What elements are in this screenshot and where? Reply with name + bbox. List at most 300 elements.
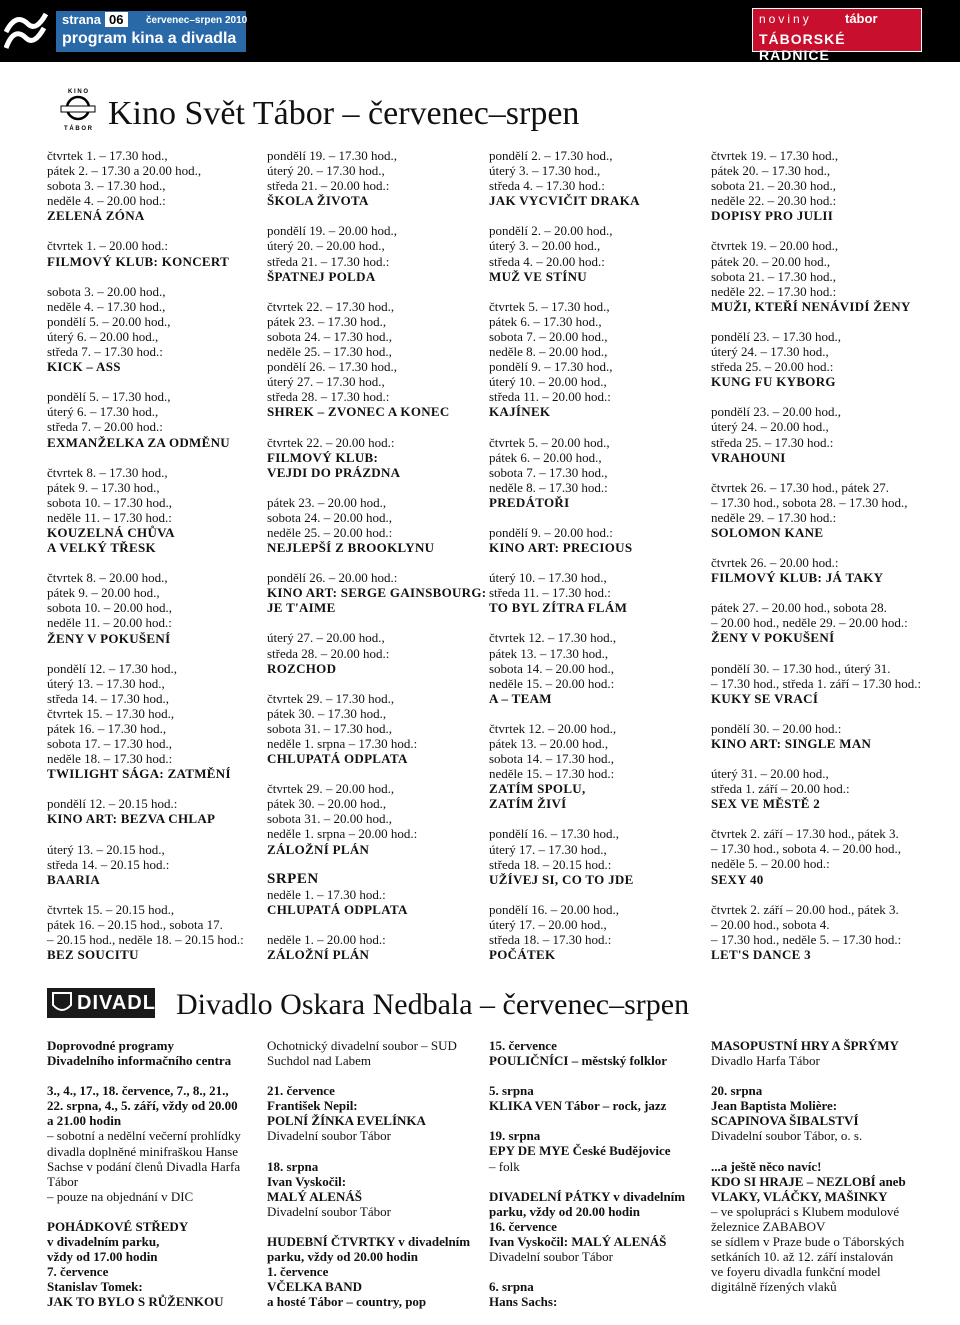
- divadlo-column-3: [489, 1038, 694, 1324]
- theatre-line: digitálně řízených vlaků: [711, 1279, 837, 1295]
- screening-time: úterý 24. – 17.30 hod.,: [711, 344, 829, 360]
- film-title: ZELENÁ ZÓNA: [47, 208, 145, 224]
- screening-time: sobota 10. – 20.00 hod.,: [47, 600, 172, 616]
- screening-time: úterý 27. – 17.30 hod.,: [267, 374, 385, 390]
- screening-time: pátek 13. – 17.30 hod.,: [489, 645, 609, 661]
- film-title: PREDÁTOŘI: [489, 494, 570, 510]
- screening-time: středa 7. – 20.00 hod.:: [47, 419, 163, 435]
- film-title: MUŽI, KTEŘÍ NENÁVIDÍ ŽENY: [711, 298, 911, 314]
- screening-block: [489, 525, 694, 555]
- theatre-line: Suchdol nad Labem: [267, 1053, 371, 1069]
- theatre-line: 20. srpna: [711, 1083, 763, 1099]
- screening-block: [489, 630, 694, 705]
- kino-logo-icon: [55, 86, 101, 132]
- film-title: KUKY SE VRACÍ: [711, 690, 819, 706]
- theatre-line: a 21.00 hodin: [47, 1113, 122, 1129]
- theatre-line: divadla doplněné minifraškou Hanse: [47, 1143, 238, 1159]
- film-title: ZATÍM SPOLU,: [489, 781, 586, 797]
- screening-block: [711, 329, 916, 389]
- screening-time: čtvrtek 29. – 20.00 hod.,: [267, 781, 395, 797]
- screening-time: pátek 6. – 20.00 hod.,: [489, 449, 602, 465]
- film-title: ZÁLOŽNÍ PLÁN: [267, 947, 370, 963]
- screening-block: [267, 570, 487, 616]
- screening-time: pondělí 16. – 20.00 hod.,: [489, 901, 619, 917]
- screening-block: [47, 796, 252, 826]
- theatre-line: 19. srpna: [489, 1128, 541, 1144]
- theatre-line: – ve spolupráci s Klubem modulové: [711, 1203, 900, 1219]
- screening-block: [711, 480, 916, 540]
- screening-time: neděle 1. srpna – 20.00 hod.:: [267, 826, 418, 842]
- theatre-block: [489, 1083, 694, 1113]
- theatre-line: Divadelní soubor Tábor: [489, 1249, 613, 1265]
- theatre-line: setkáních 10. až 12. září instalován: [711, 1249, 894, 1265]
- film-title: A VELKÝ TŘESK: [47, 540, 156, 556]
- film-title: FILMOVÝ KLUB: JÁ TAKY: [711, 570, 884, 586]
- screening-block: [267, 435, 472, 480]
- film-title: KINO ART: SINGLE MAN: [711, 735, 872, 751]
- theatre-line: parku, vždy od 20.00 hodin: [489, 1203, 640, 1219]
- theatre-block: [489, 1189, 694, 1264]
- film-title: SEXY 40: [711, 871, 764, 887]
- screening-time: úterý 20. – 17.30 hod.,: [267, 163, 385, 179]
- kino-column-4: [711, 148, 922, 977]
- film-title: VRAHOUNI: [711, 449, 786, 465]
- screening-time: pondělí 19. – 20.00 hod.,: [267, 223, 397, 239]
- film-title: ZÁLOŽNÍ PLÁN: [267, 841, 370, 857]
- film-title: KINO ART: BEZVA CHLAP: [47, 811, 216, 827]
- theatre-block: [711, 1038, 916, 1068]
- screening-time: pátek 20. – 20.00 hod.,: [711, 253, 831, 269]
- screening-time: – 20.00 hod., neděle 29. – 20.00 hod.:: [711, 615, 908, 631]
- theatre-line: MALÝ ALENÁŠ: [267, 1188, 362, 1204]
- film-title: POČÁTEK: [489, 947, 556, 963]
- screening-time: pondělí 23. – 17.30 hod.,: [711, 328, 841, 344]
- screening-time: neděle 5. – 20.00 hod.:: [711, 856, 830, 872]
- screening-time: čtvrtek 8. – 17.30 hod.,: [47, 464, 168, 480]
- theatre-block: [711, 1159, 916, 1295]
- screening-time: sobota 14. – 17.30 hod.,: [489, 751, 614, 767]
- screening-time: – 20.15 hod., neděle 18. – 20.15 hod.:: [47, 932, 244, 948]
- film-title: JAK VYCVIČIT DRAKA: [489, 193, 640, 209]
- screening-time: úterý 6. – 17.30 hod.,: [47, 404, 159, 420]
- logo-noviny: noviny: [759, 12, 812, 26]
- section-title: program kina a divadla: [62, 30, 237, 47]
- screening-block: [267, 872, 472, 917]
- theatre-line: 1. července: [267, 1264, 329, 1280]
- film-title: A – TEAM: [489, 690, 552, 706]
- theatre-line: Ochotnický divadelní soubor – SUD: [267, 1038, 457, 1053]
- film-title: SOLOMON KANE: [711, 524, 824, 540]
- screening-time: čtvrtek 5. – 20.00 hod.,: [489, 434, 610, 450]
- screening-time: sobota 24. – 17.30 hod.,: [267, 328, 392, 344]
- screening-time: – 17.30 hod., sobota 28. – 17.30 hod.,: [711, 494, 908, 510]
- screening-time: úterý 10. – 17.30 hod.,: [489, 570, 607, 586]
- screening-time: čtvrtek 22. – 20.00 hod.:: [267, 434, 395, 450]
- kino-column-3: [489, 148, 694, 977]
- screening-time: čtvrtek 19. – 20.00 hod.,: [711, 238, 839, 254]
- screening-time: pátek 2. – 17.30 a 20.00 hod.,: [47, 163, 202, 179]
- screening-time: středa 25. – 20.00 hod.:: [711, 359, 834, 375]
- screening-time: úterý 3. – 20.00 hod.,: [489, 238, 601, 254]
- screening-block: [47, 284, 252, 375]
- screening-block: [711, 238, 916, 313]
- theatre-block: [267, 1083, 472, 1143]
- screening-time: neděle 15. – 17.30 hod.:: [489, 766, 615, 782]
- screening-time: neděle 4. – 20.00 hod.:: [47, 193, 166, 209]
- screening-time: úterý 24. – 20.00 hod.,: [711, 419, 829, 435]
- screening-block: [489, 902, 694, 962]
- screening-time: pátek 23. – 20.00 hod.,: [267, 494, 387, 510]
- film-title: KINO ART: PRECIOUS: [489, 540, 633, 556]
- screening-block: [47, 465, 252, 556]
- theatre-line: KDO SI HRAJE – NEZLOBÍ aneb: [711, 1173, 906, 1189]
- screening-time: čtvrtek 12. – 20.00 hod.,: [489, 720, 617, 736]
- screening-time: úterý 3. – 17.30 hod.,: [489, 163, 601, 179]
- theatre-line: ve foyeru divadla funkční model: [711, 1264, 881, 1280]
- theatre-line: parku, vždy od 20.00 hodin: [267, 1249, 418, 1265]
- screening-time: úterý 6. – 20.00 hod.,: [47, 328, 159, 344]
- theatre-block: [711, 1083, 916, 1143]
- screening-block: [267, 630, 472, 675]
- theatre-block: [47, 1038, 252, 1068]
- theatre-line: 21. července: [267, 1083, 335, 1099]
- screening-block: [267, 691, 472, 766]
- screening-block: [711, 600, 916, 645]
- screening-block: [489, 570, 694, 615]
- theatre-line: 3., 4., 17., 18. července, 7., 8., 21.,: [47, 1083, 229, 1099]
- screening-block: [47, 389, 252, 449]
- screening-time: neděle 4. – 17.30 hod.,: [47, 298, 166, 314]
- screening-block: [267, 932, 472, 962]
- theatre-line: se sídlem v Praze bude o Táborských: [711, 1234, 905, 1250]
- screening-time: pondělí 23. – 20.00 hod.,: [711, 404, 841, 420]
- screening-time: čtvrtek 22. – 17.30 hod.,: [267, 298, 395, 314]
- screening-time: sobota 3. – 17.30 hod.,: [47, 178, 166, 194]
- film-title: ZATÍM ŽIVÍ: [489, 796, 567, 812]
- screening-time: sobota 31. – 17.30 hod.,: [267, 720, 392, 736]
- film-title: FILMOVÝ KLUB:: [267, 449, 379, 465]
- screening-time: pondělí 26. – 17.30 hod.,: [267, 359, 397, 375]
- film-title: SEX VE MĚSTĚ 2: [711, 796, 821, 812]
- screening-time: středa 28. – 17.30 hod.:: [267, 389, 390, 405]
- screening-time: středa 4. – 17.30 hod.:: [489, 178, 605, 194]
- strana-label: strana: [62, 12, 102, 27]
- logo-radnice: TÁBORSKÉ RADNICE: [759, 31, 846, 63]
- month-heading: SRPEN: [267, 870, 319, 887]
- theatre-line: 7. července: [47, 1264, 109, 1280]
- film-title: MUŽ VE STÍNU: [489, 268, 587, 284]
- screening-time: pátek 30. – 17.30 hod.,: [267, 705, 387, 721]
- kino-logo-top: K I N O: [67, 89, 89, 95]
- film-title: KOUZELNÁ CHŮVA: [47, 524, 175, 540]
- theatre-line: Hans Sachs:: [489, 1294, 558, 1310]
- screening-time: středa 21. – 17.30 hod.:: [267, 253, 390, 269]
- screening-time: pondělí 30. – 20.00 hod.:: [711, 720, 842, 736]
- header-bar: [0, 0, 960, 62]
- theatre-line: VLAKY, VLÁČKY, MAŠINKY: [711, 1188, 888, 1204]
- screening-time: pátek 16. – 20.15 hod., sobota 17.: [47, 916, 223, 932]
- screening-time: sobota 14. – 20.00 hod.,: [489, 660, 614, 676]
- screening-block: [711, 660, 922, 706]
- screening-time: pátek 9. – 20.00 hod.,: [47, 585, 160, 601]
- screening-time: pátek 23. – 17.30 hod.,: [267, 313, 387, 329]
- screening-block: [711, 826, 916, 886]
- film-title: VEJDI DO PRÁZDNA: [267, 464, 401, 480]
- film-title: ŠKOLA ŽIVOTA: [267, 193, 369, 209]
- kino-title: Kino Svět Tábor – červenec–srpen: [108, 95, 580, 132]
- screening-time: neděle 11. – 17.30 hod.:: [47, 509, 172, 525]
- screening-time: čtvrtek 1. – 17.30 hod.,: [47, 148, 168, 163]
- film-title: LET'S DANCE 3: [711, 946, 811, 962]
- film-title: UŽÍVEJ SI, CO TO JDE: [489, 871, 634, 887]
- screening-block: [489, 148, 694, 208]
- theatre-line: František Nepil:: [267, 1098, 358, 1114]
- screening-time: pátek 27. – 20.00 hod., sobota 28.: [711, 600, 887, 616]
- film-title: CHLUPATÁ ODPLATA: [267, 901, 408, 917]
- screening-time: pondělí 16. – 17.30 hod.,: [489, 826, 619, 842]
- divadlo-title: Divadlo Oskara Nedbala – červenec–srpen: [176, 988, 690, 1021]
- screening-time: pondělí 2. – 17.30 hod.,: [489, 148, 613, 163]
- screening-time: středa 28. – 20.00 hod.:: [267, 645, 390, 661]
- screening-time: pondělí 30. – 17.30 hod., úterý 31.: [711, 660, 891, 676]
- theatre-line: železnice ZABABOV: [711, 1218, 826, 1234]
- screening-time: středa 11. – 17.30 hod.:: [489, 585, 611, 601]
- screening-block: [711, 404, 916, 464]
- screening-block: [267, 781, 472, 856]
- screening-block: [489, 435, 694, 510]
- screening-block: [711, 766, 916, 811]
- film-title: BEZ SOUCITU: [47, 947, 139, 963]
- theatre-line: 18. srpna: [267, 1158, 319, 1174]
- screening-time: středa 14. – 17.30 hod.,: [47, 690, 170, 706]
- screening-time: pátek 30. – 20.00 hod.,: [267, 796, 387, 812]
- film-title: FILMOVÝ KLUB: KONCERT: [47, 253, 230, 269]
- screening-time: sobota 7. – 20.00 hod.,: [489, 328, 608, 344]
- screening-block: [711, 555, 916, 585]
- theatre-line: – sobotní a nedělní večerní prohlídky: [47, 1128, 241, 1144]
- theatre-line: SCAPINOVA ŠIBALSTVÍ: [711, 1113, 859, 1129]
- divadlo-column-1: [47, 1038, 252, 1325]
- screening-time: pondělí 12. – 17.30 hod.,: [47, 660, 177, 676]
- film-title: DOPISY PRO JULII: [711, 208, 834, 224]
- film-title: ŽENY V POKUŠENÍ: [47, 630, 171, 646]
- screening-time: sobota 3. – 20.00 hod.,: [47, 283, 166, 299]
- screening-time: čtvrtek 2. září – 17.30 hod., pátek 3.: [711, 826, 899, 842]
- film-title: ŽENY V POKUŠENÍ: [711, 630, 835, 646]
- film-title: NEJLEPŠÍ Z BROOKLYNU: [267, 540, 435, 556]
- screening-time: sobota 31. – 20.00 hod.,: [267, 811, 392, 827]
- screening-block: [47, 148, 252, 223]
- theatre-line: Ivan Vyskočil:: [267, 1173, 347, 1189]
- film-title: CHLUPATÁ ODPLATA: [267, 751, 408, 767]
- theatre-line: POHÁDKOVÉ STŘEDY: [47, 1218, 189, 1234]
- theatre-block: [267, 1038, 472, 1068]
- film-title: ŠPATNEJ POLDA: [267, 268, 376, 284]
- screening-time: čtvrtek 29. – 17.30 hod.,: [267, 690, 395, 706]
- screening-time: úterý 17. – 20.00 hod.,: [489, 916, 607, 932]
- screening-time: úterý 17. – 17.30 hod.,: [489, 841, 607, 857]
- theatre-line: ...a ještě něco navíc!: [711, 1158, 822, 1174]
- screening-time: čtvrtek 1. – 20.00 hod.:: [47, 238, 168, 254]
- screening-time: pondělí 9. – 17.30 hod.,: [489, 359, 613, 375]
- screening-time: sobota 24. – 20.00 hod.,: [267, 509, 392, 525]
- theatre-line: v divadelním parku,: [47, 1234, 160, 1250]
- page-number: 06: [105, 12, 127, 27]
- screening-time: úterý 13. – 20.15 hod.,: [47, 841, 165, 857]
- screening-time: neděle 15. – 20.00 hod.:: [489, 675, 615, 691]
- screening-time: středa 11. – 20.00 hod.:: [489, 389, 611, 405]
- screening-time: neděle 22. – 20.30 hod.:: [711, 193, 837, 209]
- theatre-line: 16. července: [489, 1218, 557, 1234]
- theatre-line: Ivan Vyskočil: MALÝ ALENÁŠ: [489, 1233, 667, 1249]
- screening-block: [489, 826, 694, 886]
- film-title: KICK – ASS: [47, 359, 121, 375]
- divadlo-column-4: [711, 1038, 916, 1309]
- theatre-line: Tábor: [47, 1173, 79, 1189]
- issue-date: červenec–srpen 2010: [146, 15, 248, 26]
- screening-block: [711, 148, 916, 223]
- divadlo-mask-icon: [51, 991, 73, 1015]
- screening-time: středa 7. – 17.30 hod.:: [47, 344, 163, 360]
- tabor-radnice-logo: [752, 8, 922, 63]
- theatre-line: Jean Baptista Molière:: [711, 1098, 838, 1114]
- screening-block: [489, 299, 694, 420]
- theatre-line: Divadelní soubor Tábor: [267, 1128, 391, 1144]
- screening-time: středa 4. – 20.00 hod.:: [489, 253, 605, 269]
- screening-time: sobota 7. – 17.30 hod.,: [489, 464, 608, 480]
- screening-time: pondělí 5. – 17.30 hod.,: [47, 389, 171, 405]
- film-title: KUNG FU KYBORG: [711, 374, 836, 390]
- theatre-line: vždy od 17.00 hodin: [47, 1249, 158, 1265]
- screening-block: [267, 299, 472, 420]
- divadlo-logo: [47, 988, 173, 1018]
- screening-time: čtvrtek 12. – 17.30 hod.,: [489, 630, 617, 646]
- screening-time: pondělí 9. – 20.00 hod.:: [489, 524, 613, 540]
- film-title: KAJÍNEK: [489, 404, 551, 420]
- theatre-block: [267, 1159, 472, 1219]
- screening-time: pondělí 19. – 17.30 hod.,: [267, 148, 397, 163]
- theatre-line: Divadlo Harfa Tábor: [711, 1053, 820, 1069]
- theatre-line: Sachse v podání členů Divadla Harfa: [47, 1158, 241, 1174]
- screening-time: – 17.30 hod., sobota 4. – 20.00 hod.,: [711, 841, 901, 857]
- screening-time: úterý 20. – 20.00 hod.,: [267, 238, 385, 254]
- screening-time: pondělí 2. – 20.00 hod.,: [489, 223, 613, 239]
- screening-time: čtvrtek 19. – 17.30 hod.,: [711, 148, 839, 163]
- screening-time: sobota 17. – 17.30 hod.,: [47, 736, 172, 752]
- theatre-line: – pouze na objednání v DIC: [47, 1188, 194, 1204]
- screening-time: neděle 8. – 20.00 hod.,: [489, 344, 608, 360]
- theatre-line: Doprovodné programy: [47, 1038, 174, 1053]
- screening-block: [711, 902, 916, 962]
- theatre-block: [47, 1219, 252, 1310]
- screening-time: středa 18. – 20.15 hod.:: [489, 856, 612, 872]
- screening-block: [711, 721, 916, 751]
- screening-time: pátek 20. – 17.30 hod.,: [711, 163, 831, 179]
- theatre-line: Divadelní soubor Tábor, o. s.: [711, 1128, 863, 1144]
- screening-time: sobota 21. – 20.30 hod.,: [711, 178, 836, 194]
- screening-time: úterý 27. – 20.00 hod.,: [267, 630, 385, 646]
- theatre-line: 5. srpna: [489, 1083, 534, 1099]
- screening-time: čtvrtek 5. – 17.30 hod.,: [489, 298, 610, 314]
- theatre-block: [47, 1083, 252, 1204]
- film-title: KINO ART: SERGE GAINSBOURG:: [267, 585, 487, 601]
- screening-time: pondělí 26. – 20.00 hod.:: [267, 570, 398, 586]
- screening-time: čtvrtek 2. září – 20.00 hod., pátek 3.: [711, 901, 899, 917]
- divadlo-column-2: [267, 1038, 472, 1324]
- wave-logo-icon: [4, 8, 48, 56]
- screening-time: pondělí 5. – 20.00 hod.,: [47, 313, 171, 329]
- screening-block: [47, 238, 252, 268]
- screening-time: neděle 1. – 17.30 hod.:: [267, 886, 386, 902]
- theatre-block: [489, 1128, 694, 1173]
- theatre-line: Divadelní soubor Tábor: [267, 1203, 391, 1219]
- theatre-line: a hosté Tábor – country, pop: [267, 1294, 427, 1310]
- screening-time: neděle 29. – 17.30 hod.:: [711, 509, 837, 525]
- screening-time: sobota 10. – 17.30 hod.,: [47, 494, 172, 510]
- screening-time: čtvrtek 15. – 17.30 hod.,: [47, 705, 175, 721]
- screening-block: [267, 223, 472, 283]
- screening-block: [47, 902, 252, 962]
- screening-time: čtvrtek 26. – 17.30 hod., pátek 27.: [711, 479, 889, 495]
- screening-block: [489, 223, 694, 283]
- film-title: TO BYL ZÍTRA FLÁM: [489, 600, 628, 616]
- film-title: BAARIA: [47, 871, 101, 887]
- theatre-line: 22. srpna, 4., 5. září, vždy od 20.00: [47, 1098, 238, 1114]
- kino-column-1: [47, 148, 252, 977]
- film-title: TWILIGHT SÁGA: ZATMĚNÍ: [47, 766, 231, 782]
- kino-column-2: [267, 148, 487, 977]
- screening-time: čtvrtek 8. – 20.00 hod.,: [47, 570, 168, 586]
- screening-time: sobota 21. – 17.30 hod.,: [711, 268, 836, 284]
- screening-block: [47, 570, 252, 645]
- theatre-line: Stanislav Tomek:: [47, 1279, 143, 1295]
- page-label: [62, 12, 128, 27]
- screening-time: středa 21. – 20.00 hod.:: [267, 178, 390, 194]
- screening-time: středa 1. září – 20.00 hod.:: [711, 781, 850, 797]
- film-title: EXMANŽELKA ZA ODMĚNU: [47, 434, 230, 450]
- theatre-line: HUDEBNÍ ČTVRTKY v divadelním: [267, 1233, 471, 1249]
- screening-time: neděle 1. srpna – 17.30 hod.:: [267, 736, 418, 751]
- theatre-line: EPY DE MYE České Budějovice: [489, 1143, 671, 1159]
- screening-time: neděle 11. – 20.00 hod.:: [47, 615, 172, 631]
- theatre-line: – folk: [489, 1158, 520, 1174]
- screening-time: středa 18. – 17.30 hod.:: [489, 932, 612, 948]
- screening-time: středa 14. – 20.15 hod.:: [47, 856, 170, 872]
- theatre-block: [489, 1038, 694, 1068]
- screening-time: pátek 9. – 17.30 hod.,: [47, 479, 160, 495]
- screening-time: čtvrtek 26. – 20.00 hod.:: [711, 555, 839, 571]
- theatre-line: MASOPUSTNÍ HRY A ŠPRÝMY: [711, 1038, 899, 1053]
- kino-logo-bottom: T Á B O R: [64, 126, 92, 132]
- logo-tabor: tábor: [845, 11, 878, 26]
- screening-time: úterý 31. – 20.00 hod.,: [711, 766, 829, 781]
- screening-time: neděle 1. – 20.00 hod.:: [267, 931, 386, 947]
- theatre-line: DIVADELNÍ PÁTKY v divadelním: [489, 1188, 686, 1204]
- screening-time: pátek 6. – 17.30 hod.,: [489, 313, 602, 329]
- screening-time: neděle 22. – 17.30 hod.:: [711, 283, 837, 299]
- theatre-line: 6. srpna: [489, 1279, 534, 1295]
- screening-block: [489, 721, 694, 812]
- screening-time: – 17.30 hod., neděle 5. – 17.30 hod.:: [711, 931, 902, 947]
- screening-block: [267, 148, 472, 208]
- screening-block: [267, 495, 472, 555]
- screening-time: úterý 10. – 20.00 hod.,: [489, 374, 607, 390]
- screening-time: neděle 25. – 17.30 hod.,: [267, 344, 392, 360]
- screening-time: neděle 8. – 17.30 hod.:: [489, 479, 608, 495]
- theatre-line: POLNÍ ŽÍNKA EVELÍNKA: [267, 1113, 426, 1129]
- screening-time: neděle 18. – 17.30 hod.:: [47, 751, 173, 767]
- screening-time: čtvrtek 15. – 20.15 hod.,: [47, 901, 175, 917]
